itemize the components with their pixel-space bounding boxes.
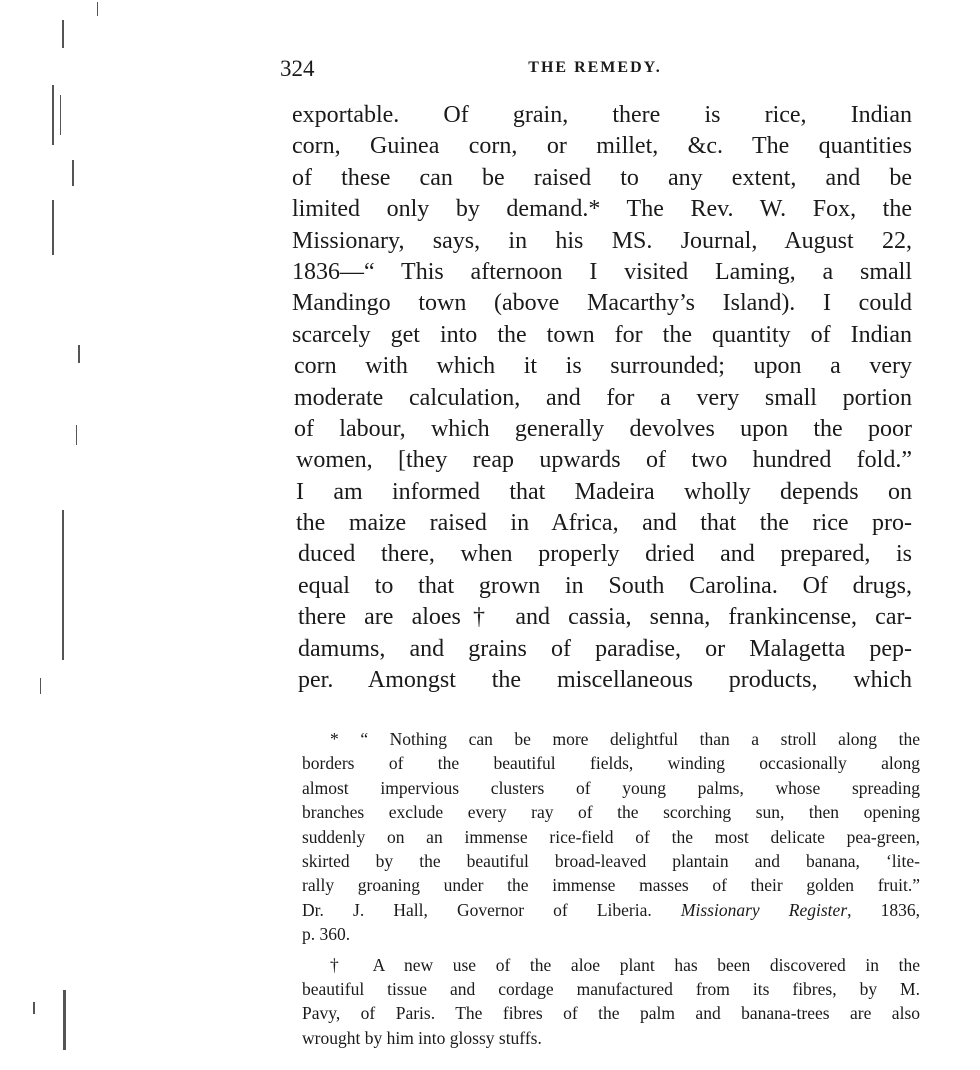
body-line: moderate calculation, and for a very small portion xyxy=(294,384,912,411)
body-line: Missionary, says, in his MS. Journal, August 22, xyxy=(292,227,912,254)
footnote-attribution xyxy=(302,898,920,922)
body-line: per. Amongst the miscellaneous products, which xyxy=(298,667,912,694)
body-line: I am informed that Madeira wholly depends on xyxy=(296,478,912,505)
body-line: scarcely get into the town for the quantity of Indian xyxy=(292,321,912,348)
footnote-line: Pavy, of Paris. The fibres of the palm and banana-trees are also xyxy=(302,1003,920,1024)
body-line: equal to that grown in South Carolina. Of drugs, xyxy=(298,572,912,599)
footnote-line: † A new use of the aloe plant has been discovered in the xyxy=(330,954,920,975)
footnote-line: borders of the beautiful fields, winding occasionally along xyxy=(302,753,920,774)
footnote-line: skirted by the beautiful broad-leaved plantain and banana, ‘lite- xyxy=(302,850,920,871)
body-line: corn with which it is surrounded; upon a very xyxy=(294,353,912,380)
body-line: Mandingo town (above Macarthy’s Island). I could xyxy=(292,290,912,317)
footnote-line: * “ Nothing can be more delightful than a stroll along the xyxy=(330,729,920,749)
page-header xyxy=(280,56,910,86)
attribution-source: Missionary Register xyxy=(680,899,848,920)
footnote-line: branches exclude every ray of the scorching sun, then opening xyxy=(302,802,920,823)
body-line: 1836—“ This afternoon I visited Laming, a small xyxy=(292,258,912,285)
footnote-line: suddenly on an immense rice-field of the most delicate pea-green, xyxy=(302,826,920,847)
running-title: THE REMEDY. xyxy=(528,59,662,76)
footnotes xyxy=(302,727,920,1050)
footnote-line: wrought by him into glossy stuffs. xyxy=(302,1027,542,1048)
body-line: of these can be raised to any extent, and be xyxy=(292,164,912,191)
attribution-year: , 1836, xyxy=(847,899,920,920)
main-text xyxy=(292,100,912,696)
body-line: duced there, when properly dried and prepared, is xyxy=(298,541,912,568)
body-line: women, [they reap upwards of two hundred fold.” xyxy=(296,447,912,474)
body-line: limited only by demand.* The Rev. W. Fox, the xyxy=(292,196,912,223)
body-line: corn, Guinea corn, or millet, &c. The quantities xyxy=(292,133,912,160)
footnote-line: rally groaning under the immense masses of their golden fruit.” xyxy=(302,875,920,896)
body-line: the maize raised in Africa, and that the rice pro- xyxy=(296,510,912,537)
body-line: there are aloes† and cassia, senna, frankincense, car- xyxy=(298,604,912,631)
body-line: exportable. Of grain, there is rice, Indian xyxy=(292,102,912,128)
body-line: damums, and grains of paradise, or Malagetta pep- xyxy=(298,635,912,662)
body-line: of labour, which generally devolves upon the poor xyxy=(294,415,912,442)
footnote-line: beautiful tissue and cordage manufactured from its fibres, by M. xyxy=(302,978,920,999)
footnote-line: almost impervious clusters of young palms, whose spreading xyxy=(302,777,920,798)
page-gutter-marks xyxy=(0,0,130,1070)
footnote-page: p. 360. xyxy=(302,924,351,945)
page-number: 324 xyxy=(280,56,315,81)
attribution-author: Dr. J. Hall, Governor of Liberia. xyxy=(302,899,652,920)
